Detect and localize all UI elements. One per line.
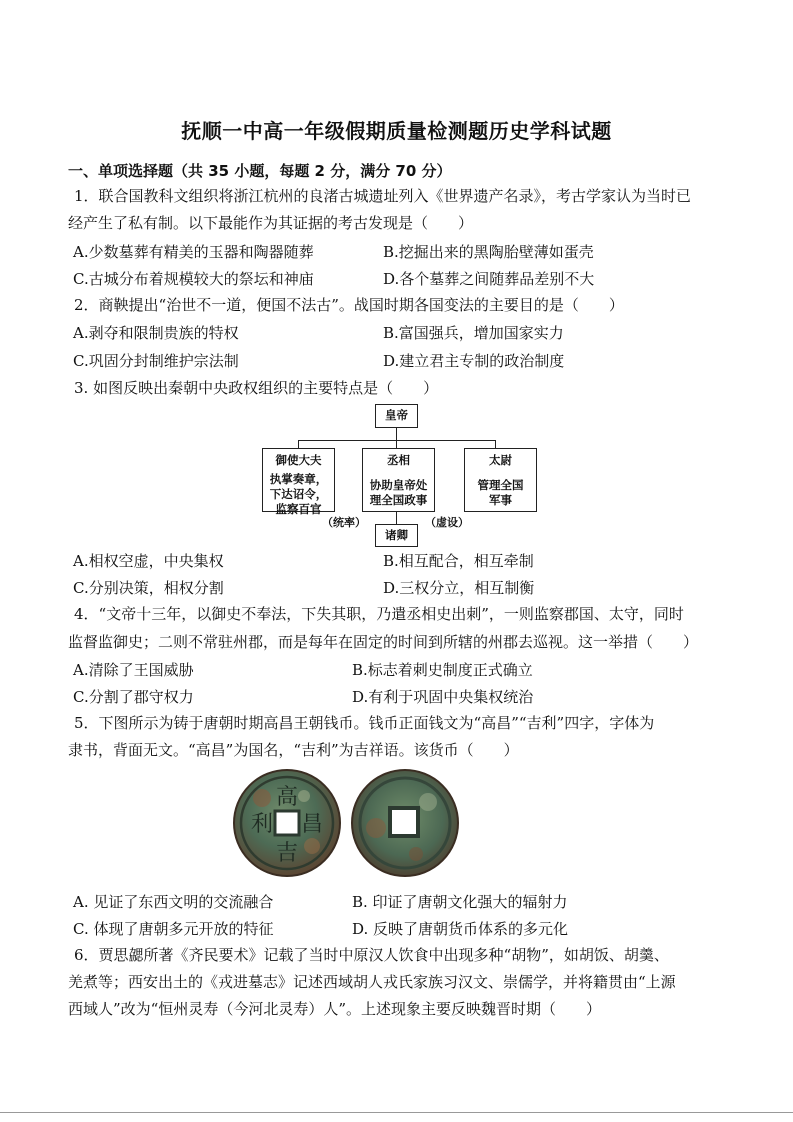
q6-stem-line1: 6．贾思勰所著《齐民要术》记载了当时中原汉人饮食中出现多种“胡物”，如胡饭、胡羹、 [74, 946, 669, 964]
q4-option-a: A.清除了王国威胁 [73, 661, 194, 679]
q3-option-d: D.三权分立，相互制衡 [383, 579, 535, 597]
box-taiwei [464, 448, 537, 512]
q2-option-d: D.建立君主专制的政治制度 [383, 352, 565, 370]
taiwei-duty-1: 管理全国 [477, 478, 524, 492]
q3-option-a: A.相权空虚，中央集权 [73, 552, 224, 570]
coin-char-top: 高 [275, 785, 299, 810]
coin-char-left: 利 [250, 812, 274, 837]
q1-stem-line1: 1．联合国教科文组织将浙江杭州的良渚古城遗址列入《世界遗产名录》，考古学家认为当时已 [74, 187, 692, 205]
q2-option-a: A.剥夺和限制贵族的特权 [73, 324, 239, 342]
yushi-title: 御使大夫 [275, 453, 322, 467]
q3-stem: 3. 如图反映出秦朝中央政权组织的主要特点是（ ） [74, 379, 439, 397]
q4-option-c: C.分割了郡守权力 [73, 688, 194, 706]
chengxiang-title: 丞相 [387, 453, 410, 467]
q4-option-b: B.标志着刺史制度正式确立 [352, 661, 533, 679]
emperor-label: 皇帝 [385, 408, 408, 422]
q5-option-a: A. 见证了东西文明的交流融合 [73, 893, 274, 911]
box-emperor [375, 404, 418, 428]
q2-stem: 2．商鞅提出“治世不一道，便国不法古”。战国时期各国变法的主要目的是（ ） [74, 296, 624, 314]
tag-xushe: （虚设） [425, 516, 469, 529]
q1-option-a: A.少数墓葬有精美的玉器和陶器随葬 [73, 243, 314, 261]
q6-stem-line2: 羌煮等；西安出土的《戎进墓志》记述西域胡人戎氏家族习汉文、崇儒学，并将籍贯由“上源 [68, 973, 676, 991]
q3-option-b: B.相互配合，相互牵制 [383, 552, 534, 570]
taiwei-title: 太尉 [489, 453, 512, 467]
taiwei-duty-2: 军事 [489, 493, 512, 507]
zhuqing-label: 诸卿 [385, 528, 408, 542]
q4-option-d: D.有利于巩固中央集权统治 [352, 688, 534, 706]
q4-stem-line1: 4．“文帝十三年，以御史不奉法，下失其职，乃遣丞相史出刺”，一则监察郡国、太守，同时 [74, 605, 684, 623]
yushi-duty-1: 执掌奏章， [269, 472, 328, 486]
chengxiang-duty-1: 协助皇帝处 [369, 478, 428, 492]
q5-stem-line2: 隶书，背面无文。“高昌”为国名，“吉利”为吉祥语。该货币（ ） [68, 741, 519, 759]
q5-option-b: B. 印证了唐朝文化强大的辐射力 [352, 893, 568, 911]
coin-back-image [350, 768, 460, 878]
q2-option-c: C.巩固分封制维护宗法制 [73, 352, 239, 370]
q5-option-d: D. 反映了唐朝货币体系的多元化 [352, 920, 569, 938]
coin-char-bottom: 吉 [275, 841, 299, 866]
connector-right-drop [495, 440, 496, 448]
q5-stem-line1: 5．下图所示为铸于唐朝时期高昌王朝钱币。钱币正面钱文为“高昌”“吉利”四字，字体为 [74, 714, 655, 732]
q1-option-c: C.古城分布着规模较大的祭坛和神庙 [73, 270, 314, 288]
tag-tongshuai: （统率） [322, 516, 366, 529]
page-bottom-rule [0, 1112, 793, 1113]
connector-middle-drop [396, 440, 397, 448]
q3-option-c: C.分别决策，相权分割 [73, 579, 224, 597]
box-yushi-dafu [262, 448, 335, 516]
connector-left-drop [298, 440, 299, 448]
chengxiang-duty-2: 理全国政事 [369, 493, 428, 507]
yushi-duty-2: 下达诏令， [269, 487, 328, 501]
section-heading: 一、单项选择题（共 35 小题，每题 2 分，满分 70 分） [68, 162, 452, 180]
q1-option-b: B.挖掘出来的黑陶胎壁薄如蛋壳 [383, 243, 594, 261]
q4-stem-line2: 监督监御史；二则不常驻州郡，而是每年在固定的时间到所辖的州郡去巡视。这一举措（ ） [68, 633, 699, 651]
q6-stem-line3: 西域人”改为“恒州灵寿（今河北灵寿）人”。上述现象主要反映魏晋时期（ ） [68, 1000, 602, 1018]
q2-option-b: B.富国强兵，增加国家实力 [383, 324, 564, 342]
q1-option-d: D.各个墓葬之间随葬品差别不大 [383, 270, 595, 288]
coin-front-image [232, 768, 342, 878]
box-zhuqing [375, 524, 418, 547]
q1-stem-line2: 经产生了私有制。以下最能作为其证据的考古发现是（ ） [68, 214, 474, 232]
yushi-duty-3: 监察百官 [275, 502, 322, 516]
coin-char-right: 昌 [300, 812, 324, 837]
page-title: 抚顺一中高一年级假期质量检测题历史学科试题 [181, 119, 612, 143]
box-chengxiang [362, 448, 435, 512]
connector-emperor-down [396, 428, 397, 440]
q5-option-c: C. 体现了唐朝多元开放的特征 [73, 920, 274, 938]
